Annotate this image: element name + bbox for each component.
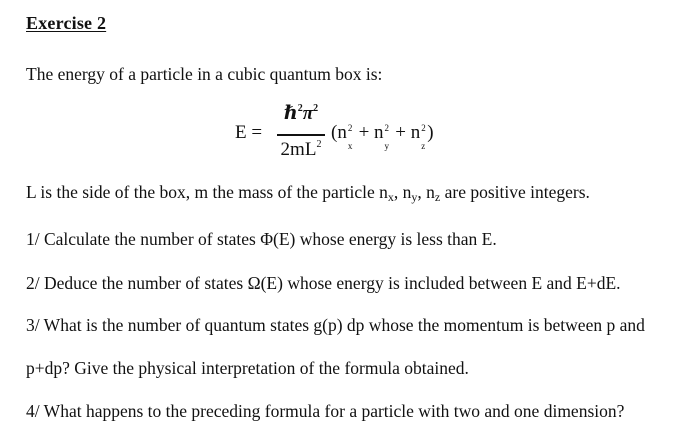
equation-rhs: (n 2 x + n 2 y + n 2 z ) [331,122,434,151]
question-3-line-2: p+dp? Give the physical interpretation of the formula obtained. [26,358,469,378]
equation-denominator: $2mL^2$ [280,139,322,160]
fraction-bar [277,134,325,136]
question-4: 4/ What happens to the preceding formula for a particle with two and one dimension? [26,401,625,421]
question-1: 1/ Calculate the number of states Φ(E) whose energy is less than E. [26,229,497,249]
energy-equation [235,102,495,172]
definition-text: L is the side of the box, m the mass of the particle $n_x$, $n_y$, $n_z$ are positive integers. [26,182,590,204]
question-3-line-1: 3/ What is the number of quantum states g(p) dp whose the momentum is between p and [26,315,645,335]
intro-text: The energy of a particle in a cubic quantum box is: [26,64,383,84]
equation-lhs: E = [235,122,263,143]
equation-fraction [275,102,327,172]
exercise-title: Exercise 2 [26,13,107,33]
equation-numerator: $\hbar^2\pi^2$ [283,103,319,124]
question-2: 2/ Deduce the number of states Ω(E) whose energy is included between E and E+dE. [26,273,621,293]
